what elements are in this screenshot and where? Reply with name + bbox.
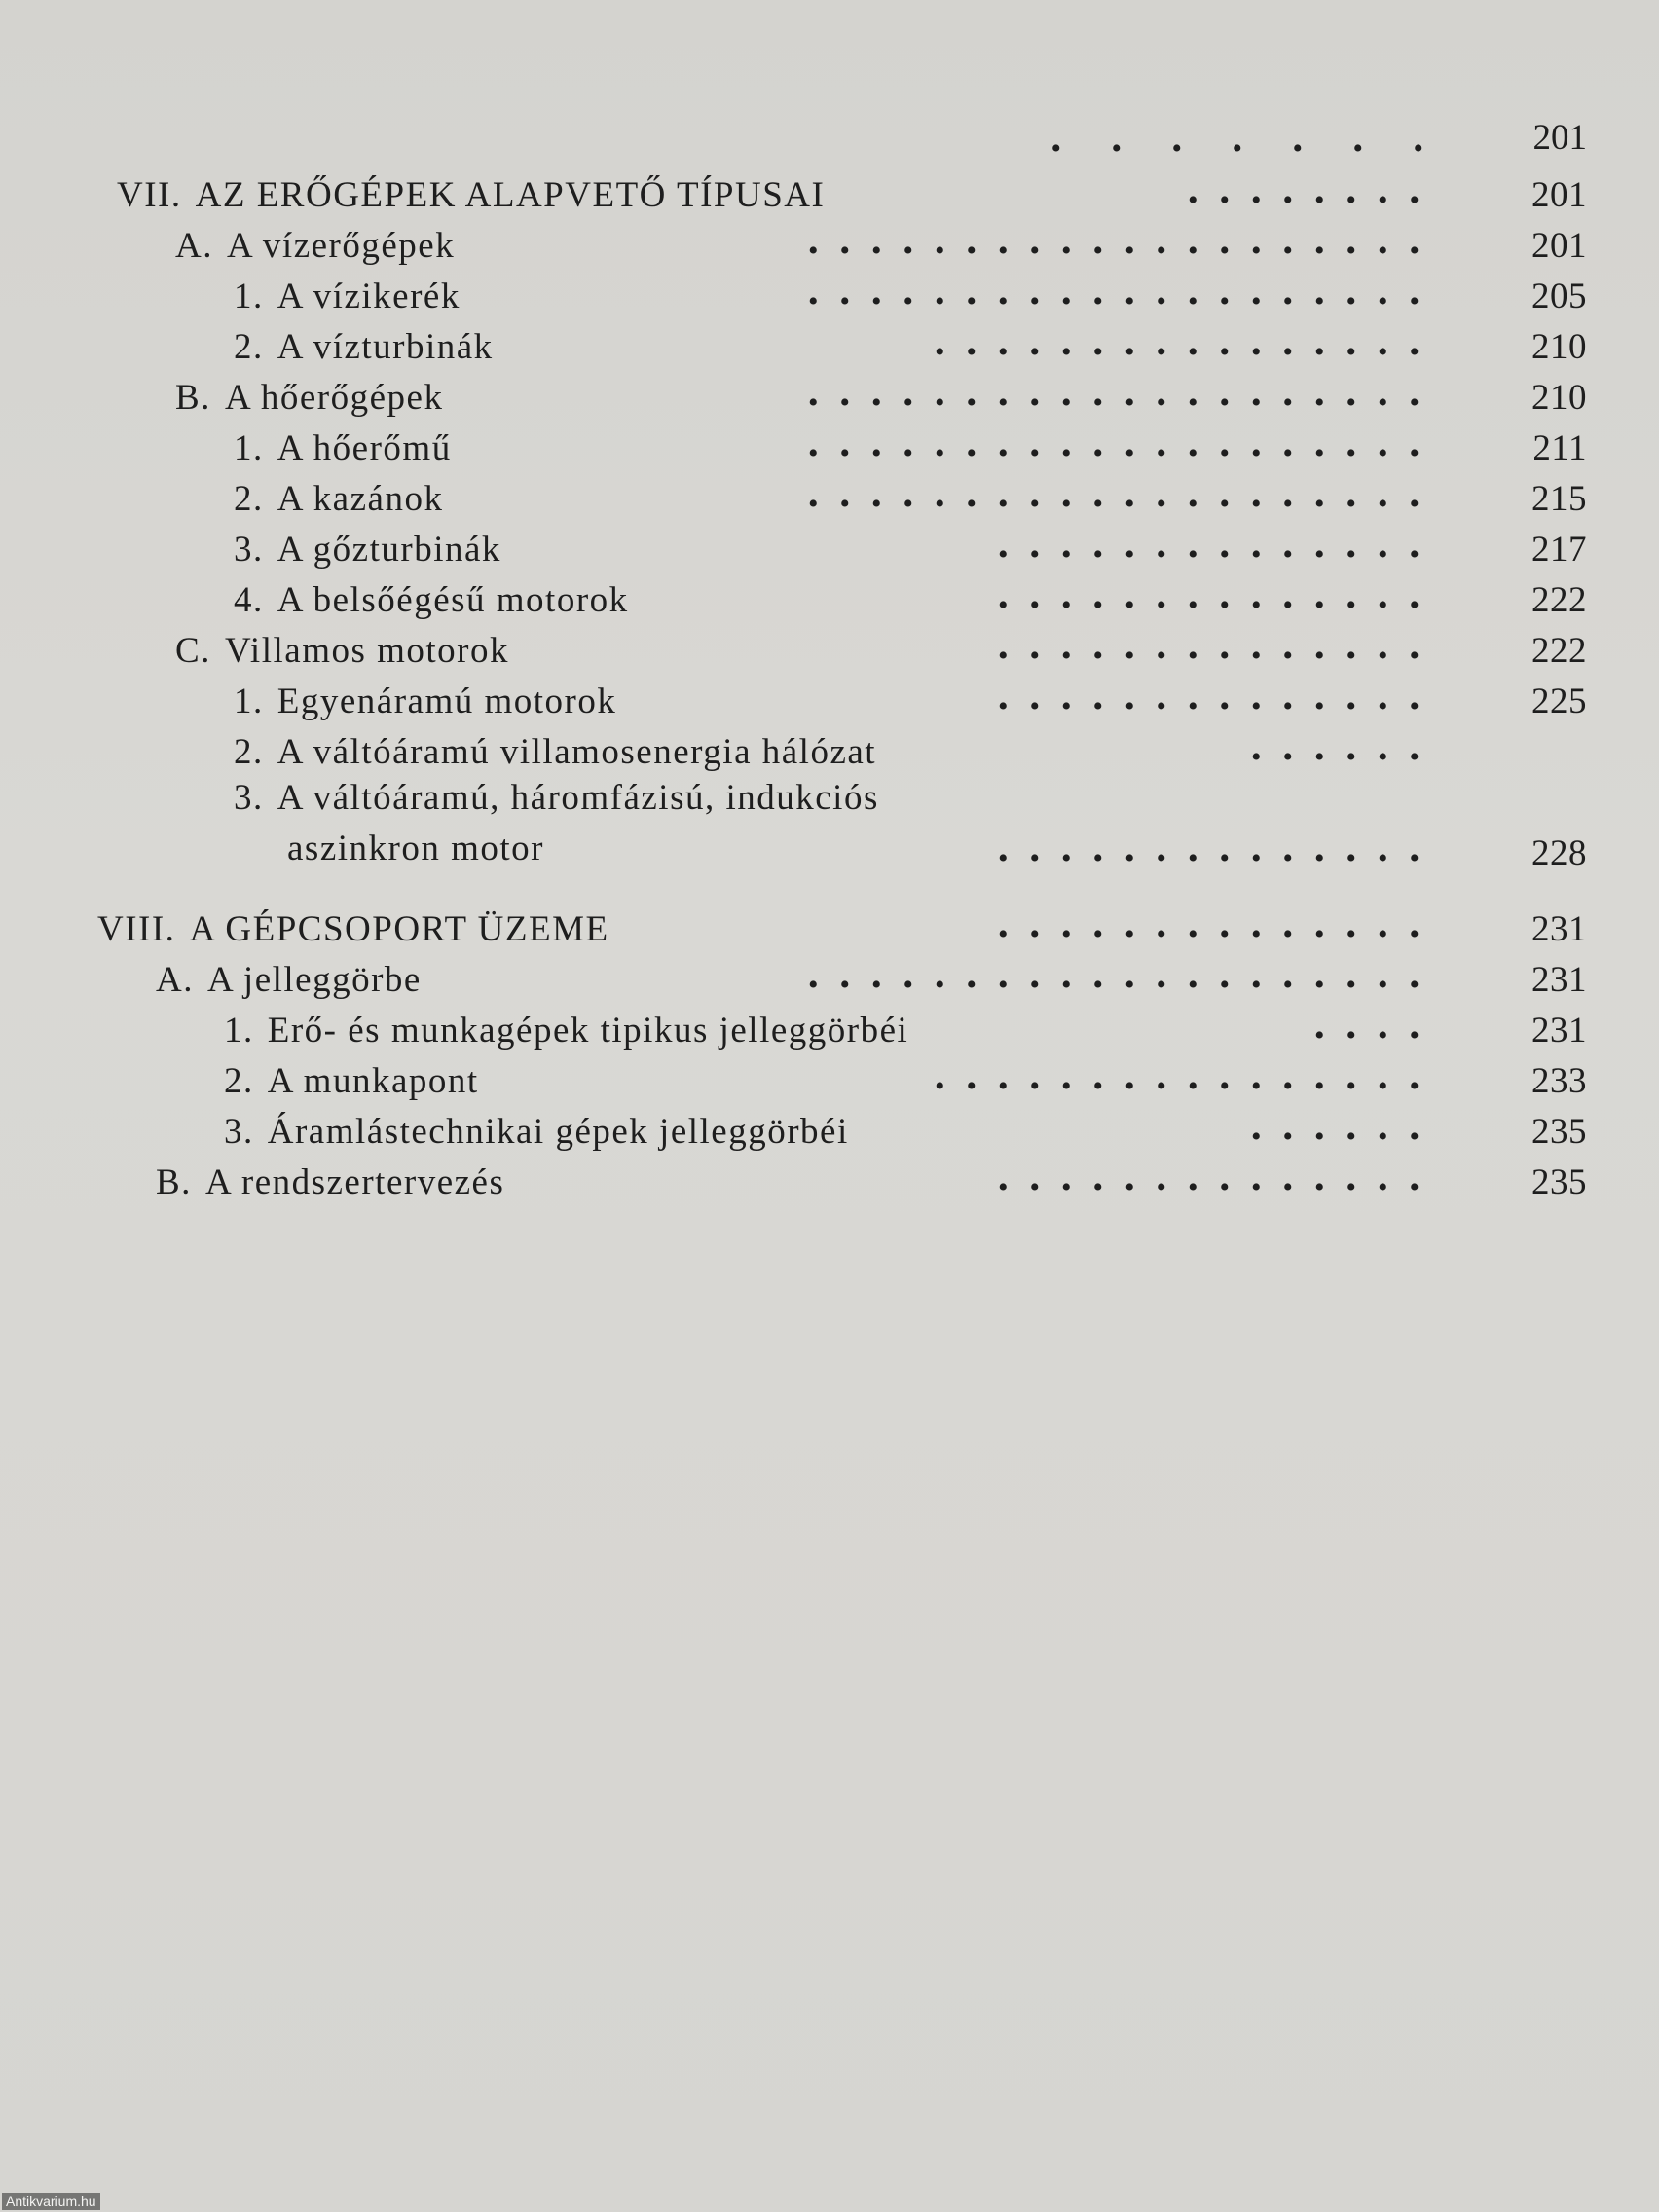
toc-item-title: Áramlástechnikai gépek jelleggörbéi bbox=[267, 1112, 849, 1152]
toc-leader-dots: •••••• bbox=[1250, 1127, 1441, 1147]
toc-page-number: 211 bbox=[1532, 428, 1587, 468]
toc-section-row bbox=[88, 368, 1587, 419]
toc-item-label: 3. bbox=[234, 530, 264, 570]
toc-item-label: 2. bbox=[234, 327, 264, 367]
toc-item-row bbox=[88, 722, 1587, 773]
toc-item-row bbox=[88, 1051, 1587, 1102]
toc-item-row bbox=[88, 317, 1587, 368]
toc-section-title: A vízerőgépek bbox=[226, 226, 456, 266]
toc-section-title: A hőerőgépek bbox=[224, 378, 444, 418]
toc-item-title: A belsőégésű motorok bbox=[276, 580, 629, 620]
toc-page-number: 205 bbox=[1531, 276, 1587, 316]
toc-item-label: 4. bbox=[234, 580, 264, 620]
toc-item-label: 1. bbox=[234, 276, 264, 316]
toc-leader-dots: •••••••••••••••••••• bbox=[807, 393, 1441, 413]
toc-leader-dots: •••••••••••••••• bbox=[934, 1077, 1441, 1096]
toc-section-title: A jelleggörbe bbox=[206, 960, 422, 1000]
toc-item-title: A váltóáramú villamosenergia hálózat bbox=[276, 732, 877, 772]
toc-page-number: 225 bbox=[1531, 682, 1587, 721]
toc-leader-dots: •••••••••••••••••••• bbox=[807, 292, 1441, 312]
toc-page-number: 231 bbox=[1531, 909, 1587, 949]
toc-chapter-row bbox=[88, 900, 1587, 950]
toc-section-label: B. bbox=[175, 378, 211, 418]
toc-page-number: 231 bbox=[1531, 1011, 1587, 1051]
toc-leader-dots: •••••••••••••••••••• bbox=[807, 241, 1441, 261]
toc-item-title: Egyenáramú motorok bbox=[276, 682, 617, 721]
toc-item-label: 3. bbox=[234, 778, 264, 818]
toc-leader-dots: •••••••••••••• bbox=[997, 1178, 1441, 1198]
toc-section-label: B. bbox=[156, 1162, 192, 1202]
toc-leader-dots: •••••••••••••• bbox=[997, 849, 1441, 868]
toc-page-number: 228 bbox=[1531, 833, 1587, 873]
toc-leader-dots: •••••••••••••• bbox=[997, 646, 1441, 666]
toc-item-label: 1. bbox=[224, 1011, 254, 1051]
toc-leader-dots: •••••••••••••••• bbox=[934, 343, 1441, 362]
toc-section-row bbox=[88, 216, 1587, 267]
toc-leader-dots: •••••••••••••• bbox=[997, 596, 1441, 615]
toc-section-title: A rendszertervezés bbox=[204, 1162, 505, 1202]
toc-chapter-title: A GÉPCSOPORT ÜZEME bbox=[189, 909, 609, 949]
toc-item-title-line1: A váltóáramú, háromfázisú, indukciós bbox=[276, 778, 879, 818]
toc-item-title: A vízturbinák bbox=[276, 327, 494, 367]
toc-leader-dots: •••••••••••••• bbox=[997, 925, 1441, 944]
toc-page-number: 210 bbox=[1531, 378, 1587, 418]
toc-section-label: C. bbox=[175, 631, 211, 671]
toc-page-number: 233 bbox=[1531, 1061, 1587, 1101]
toc-item-row bbox=[88, 672, 1587, 722]
toc-item-row bbox=[88, 571, 1587, 621]
toc-page-number: 231 bbox=[1531, 960, 1587, 1000]
toc-item-row bbox=[88, 267, 1587, 317]
toc-item-title: A kazánok bbox=[276, 479, 444, 519]
toc-item-title: A vízikerék bbox=[276, 276, 461, 316]
toc-leader-dots: •••••••••••••• bbox=[997, 545, 1441, 565]
toc-item-title: A gőzturbinák bbox=[276, 530, 501, 570]
toc-leader-dots: • • • • • • • bbox=[1051, 132, 1445, 165]
toc-leader-dots: •••••••••••••••••••• bbox=[807, 444, 1441, 463]
toc-item-title: A hőerőmű bbox=[276, 428, 452, 468]
toc-item-label: 1. bbox=[234, 682, 264, 721]
chapter-gap bbox=[88, 874, 1587, 900]
toc-item-label: 2. bbox=[234, 732, 264, 772]
toc-page-number: 201 bbox=[1531, 226, 1587, 266]
toc-leader-dots: •••••••••••••• bbox=[997, 697, 1441, 717]
toc-section-row bbox=[88, 1153, 1587, 1203]
toc-leader-dots: •••••••••••••••••••• bbox=[807, 976, 1441, 995]
toc-item-label: 1. bbox=[234, 428, 264, 468]
toc-page-number: 210 bbox=[1531, 327, 1587, 367]
toc-item-row bbox=[88, 520, 1587, 571]
toc-item-row bbox=[88, 469, 1587, 520]
table-of-contents bbox=[88, 166, 1587, 1203]
toc-page-number: 201 bbox=[1531, 175, 1587, 215]
toc-section-row bbox=[88, 621, 1587, 672]
toc-page-number: 235 bbox=[1531, 1112, 1587, 1152]
toc-page-number: 215 bbox=[1531, 479, 1587, 519]
toc-page-number: 222 bbox=[1531, 631, 1587, 671]
toc-item-label: 2. bbox=[234, 479, 264, 519]
toc-leader-dots: •••• bbox=[1313, 1026, 1441, 1046]
toc-chapter-title: AZ ERŐGÉPEK ALAPVETŐ TÍPUSAI bbox=[195, 175, 826, 215]
toc-item-title: A munkapont bbox=[267, 1061, 479, 1101]
toc-item-label: 3. bbox=[224, 1112, 254, 1152]
toc-item-row bbox=[88, 1102, 1587, 1153]
toc-leader-dots: •••••••••••••••••••• bbox=[807, 495, 1441, 514]
toc-page-number: 235 bbox=[1531, 1162, 1587, 1202]
toc-page-number: 217 bbox=[1531, 530, 1587, 570]
toc-item-label: 2. bbox=[224, 1061, 254, 1101]
toc-section-label: A. bbox=[156, 960, 194, 1000]
toc-page-number: 222 bbox=[1531, 580, 1587, 620]
toc-chapter-row bbox=[88, 166, 1587, 216]
toc-item-row bbox=[88, 419, 1587, 469]
toc-item-title-line2: aszinkron motor bbox=[287, 829, 544, 868]
toc-section-title: Villamos motorok bbox=[224, 631, 510, 671]
toc-item-title: Erő- és munkagépek tipikus jelleggörbéi bbox=[267, 1011, 909, 1051]
toc-page-number: 201 bbox=[1532, 118, 1587, 158]
toc-section-label: A. bbox=[175, 226, 213, 266]
toc-item-row bbox=[88, 1001, 1587, 1051]
toc-leader-dots: •••••• bbox=[1250, 748, 1441, 767]
toc-chapter-label: VII. bbox=[117, 175, 182, 215]
toc-leader-dots: •••••••• bbox=[1187, 191, 1441, 210]
toc-chapter-label: VIII. bbox=[97, 909, 176, 949]
toc-section-row bbox=[88, 950, 1587, 1001]
watermark-label: Antikvarium.hu bbox=[2, 2193, 100, 2210]
toc-item-row bbox=[88, 773, 1587, 874]
